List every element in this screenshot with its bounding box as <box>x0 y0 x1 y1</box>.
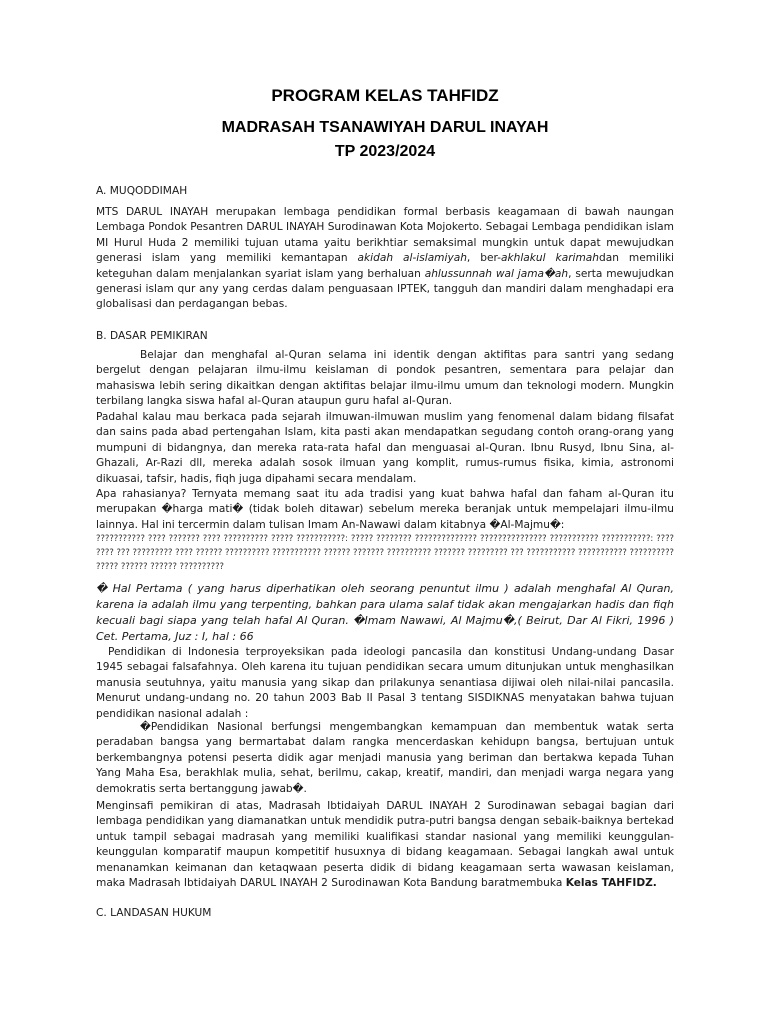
section-a-text-2: , ber- <box>466 252 502 265</box>
sisdiknas-quote: �Pendidikan Nasional berfungsi mengembangkan kemampuan dan membentuk watak serta peradaban bangsa yang bermartabat dalam rangka mencerdaskan kehidupn bangsa, bertujuan untuk berkembangnya potensi peserta didik agar menjadi manusia yang beriman dan bertakwa kepada Tuhan Yang Maha Esa, berakhlak mulia, sehat, berilmu, cakap, kreatif, mandiri, dan menjadi warga negara yang demokratis serta bertanggung jawab�. <box>96 721 674 795</box>
section-b-p6-text: Menginsafi pemikiran di atas, Madrasah Ibtidaiyah DARUL INAYAH 2 Surodinawan sebagai bagian dari lembaga pendidikan yang diamanatkan untuk mendidik putra-putri bangsa dengan sebaik-baiknya bertekad untuk tampil sebagai madrasah yang memiliki kualifikasi standar nasional yang memiliki keunggulan-keunggulan komparatif maupun kompetitif husuxnya di bidang keagamaan. Sebagai langkah awal untuk menanamkan keimanan dan ketaqwaan peserta didik di bidang keagamaan serta wawasan keislaman, maka Madrasah Ibtidaiyah DARUL INAYAH 2 Surodinawan Kota Bandung baratmembuka <box>96 800 674 890</box>
section-a-text-3: dan memiliki keteguhan dalam menjalankan syariat islam yang berhaluan <box>96 252 674 280</box>
section-c-heading: C. LANDASAN HUKUM <box>96 907 212 919</box>
section-a-text-1: MTS DARUL INAYAH merupakan lembaga pendidikan formal berbasis keagamaan di bawah naungan Lembaga Pondok Pesantren DARUL INAYAH Surodinawan Kota Mojokerto. Sebagai Lembaga pendidikan islam MI Hurul Huda 2 memiliki tujuan utama yaitu berikhtiar semaksimal mungkin untuk dapat mewujudkan generasi islam yang memiliki kemantapan <box>96 206 674 265</box>
section-b-paragraph-3: Apa rahasianya? Ternyata memang saat itu ada tradisi yang kuat bahwa hafal dan faham al-Quran itu merupakan �harga mati� (tidak boleh ditawar) sebelum mereka beranjak untuk mempelajari ilmu-ilmu lainnya. Hal ini tercermin dalam tulisan Imam An-Nawawi dalam kitabnya �Al-Majmu�: <box>96 488 674 531</box>
school-name: MADRASAH TSANAWIYAH DARUL INAYAH <box>221 119 549 136</box>
section-b-paragraph-6 <box>96 799 674 891</box>
section-a-em-akhlak: akhlakul karimah <box>501 252 600 265</box>
section-a-heading: A. MUQODDIMAH <box>96 185 188 197</box>
section-b-paragraph-1: Belajar dan menghafal al-Quran selama ini identik dengan aktifitas para santri yang sedang bergelut dengan pelajaran ilmu-ilmu keislaman di pondok pesantren, sementara para pelajar dan mahasiswa lebih sering dikaitkan dengan aktifitas belajar ilmu-ilmu umum dan teknologi modern. Mungkin terbilang langka siswa hafal al-Quran ataupun guru hafal al-Quran. <box>96 349 674 408</box>
section-a-text-4: , serta mewujudkan generasi islam qur any yang cerdas dalam penguasaan IPTEK, tangguh dan mandiri dalam menghadapi era globalisasi dan perdagangan bebas. <box>96 267 674 311</box>
kelas-tahfidz-bold: Kelas TAHFIDZ. <box>565 877 657 890</box>
document-title: PROGRAM KELAS TAHFIDZ <box>271 86 499 105</box>
arabic-quote: ??????????? ???? ??????? ???? ?????????? ????? ???????????: ????? ???????? ?????????????? ??????????????? ??????????? ???????????: ???? ???? ??? ????????? ???? ?????? ?????????? ??????????? ?????? ??????? ?????????? ??????? ????????? ??? ??????????? ??????????? ?????????? ????? ?????? ?????? ?????????? <box>96 533 674 571</box>
section-b-paragraph-4: Pendidikan di Indonesia terproyeksikan pada ideologi pancasila dan konstitusi Undang-undang Dasar 1945 sebagai falsafahnya. Oleh karena itu tujuan pendidikan secara umum ditunjukan untuk menghasilkan manusia seutuhnya, yaitu manusia yang sikap dan prilakunya senantiasa dijiwai oleh nilai-nilai pancasila. Menurut undang-undang no. 20 tahun 2003 Bab II Pasal 3 tentang SISDIKNAS menyatakan bahwa tujuan pendidikan nasional adalah : <box>96 646 674 720</box>
section-a-paragraph <box>96 205 674 313</box>
section-a-em-akidah: akidah al-islamiyah <box>357 252 467 265</box>
school-year: TP 2023/2024 <box>334 143 436 160</box>
quote-translation: � Hal Pertama ( yang harus diperhatikan oleh seorang penuntut ilmu ) adalah menghafal Al Quran, karena ia adalah ilmu yang terpenting, bahkan para ulama salaf tidak akan mengajarkan hadis dan fiqh kecuali bagi siapa yang telah hafal Al Quran. �Imam Nawawi, Al Majmu�,( Beirut, Dar Al Fikri, 1996 ) Cet. Pertama, Juz : I, hal : 66 <box>96 582 674 643</box>
section-b-heading: B. DASAR PEMIKIRAN <box>96 330 208 342</box>
section-b-paragraph-2: Padahal kalau mau berkaca pada sejarah ilmuwan-ilmuwan muslim yang fenomenal dalam bidang filsafat dan sains pada abad pertengahan Islam, kita pasti akan mendapatkan segudang contoh orang-orang yang mumpuni di bidangnya, dan mereka rata-rata hafal dan menguasai al-Quran. Ibnu Rusyd, Ibnu Sina, al-Ghazali, Ar-Razi dll, mereka adalah sosok ilmuan yang komplit, rumus-rumus fisika, kimia, astronomi dikuasai, tafsir, hadis, fiqh juga dipahami secara mendalam. <box>96 411 674 485</box>
section-a-em-aswaja: ahlussunnah wal jama�ah <box>424 267 569 280</box>
